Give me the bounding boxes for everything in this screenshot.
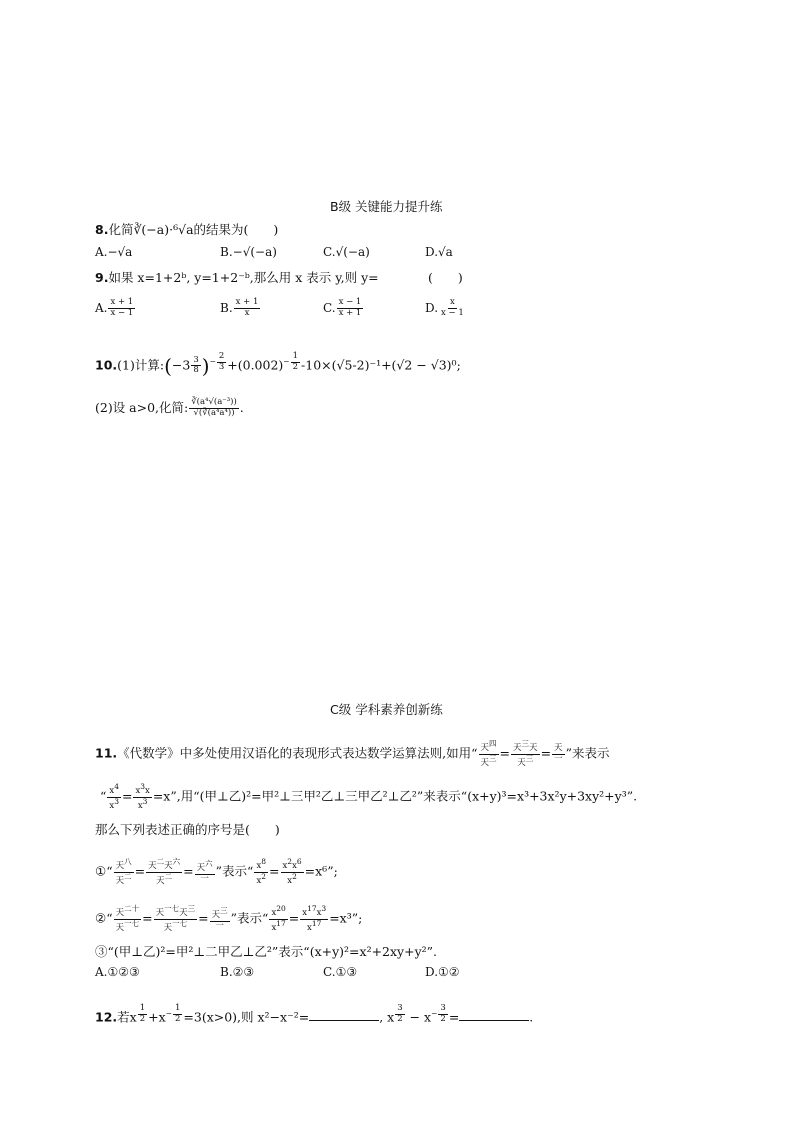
question-11-item-1: ①“ $\frac{天^八}{天^二}$ = $\frac{天^二天^六}{天^二}$ = $\frac{天^六}{\text{一}}$ ”表示“ $\frac{x^8}{x^2}$ = $\frac{x^2x^6}{x^2}$ =x⁶”; [95, 857, 338, 886]
question-8-number: 8. [95, 222, 109, 237]
question-10-part-2-fraction: $\frac{\text{∛(a⁴√(a⁻³))}}{\text{√(∛(a⁴a⁴))}}$ [191, 397, 237, 418]
q8-option-c[interactable]: C.√(−a) [323, 245, 370, 259]
answer-blank-1[interactable] [309, 1010, 379, 1021]
question-9-number: 9. [95, 270, 109, 285]
question-10-part-2: (2)设 a>0,化简: $\frac{\text{∛(a⁴√(a⁻³))}}{\text{√(∛(a⁴a⁴))}}$ . [95, 397, 244, 418]
q8-option-b[interactable]: B.−√(−a) [220, 245, 277, 259]
q11-option-c[interactable]: C.①③ [323, 965, 358, 979]
question-8-expression: ∛(−a)·⁶√a [133, 222, 194, 237]
question-11-item-2: ②“ $\frac{天^{二十}}{天^{一七}}$ = $\frac{天^{一七}天^三}{天^{一七}}$ = $\frac{天^三}{\text{一}}$ ”表示“ $\frac{x^{20}}{x^{17}}$ = $\frac{x^{17}x^3}{x^{17}}$ =x³”; [95, 904, 363, 933]
question-9-stem: 9.如果 x=1+2ᵇ, y=1+2⁻ᵇ,那么用 x 表示 y,则 y= [95, 270, 379, 285]
q9-option-b-fraction: $\frac{x + 1}{x}$ [235, 297, 259, 318]
section-c-title: C级 学科素养创新练 [330, 702, 443, 717]
q8-option-d[interactable]: D.√a [425, 245, 453, 259]
q11-option-b[interactable]: B.②③ [220, 965, 255, 979]
q9-option-a[interactable]: A. $\frac{x + 1}{x - 1}$ [95, 297, 134, 318]
q11-option-d[interactable]: D.①② [425, 965, 460, 979]
question-11-stem-line-3: 那么下列表述正确的序号是( ) [95, 822, 280, 837]
question-11-item-3: ③“(甲⊥乙)²=甲²⊥二甲乙⊥乙²”表示“(x+y)²=x²+2xy+y²”. [95, 944, 438, 959]
q9-option-a-fraction: $\frac{x + 1}{x - 1}$ [110, 297, 134, 318]
q9-option-c[interactable]: C. $\frac{x - 1}{x + 1}$ [323, 297, 362, 318]
section-b-title: B级 关键能力提升练 [330, 199, 443, 214]
question-12-number: 12. [95, 1009, 118, 1025]
question-11-number: 11. [95, 745, 118, 761]
q9-option-d-fraction: $\frac{x}{x - 1}$ [441, 297, 464, 318]
answer-blank-2[interactable] [459, 1010, 529, 1021]
q9-option-c-fraction: $\frac{x - 1}{x + 1}$ [338, 297, 362, 318]
question-9-paren: ( ) [428, 270, 463, 285]
q9-option-b[interactable]: B. $\frac{x + 1}{x}$ [220, 297, 259, 318]
question-11-stem-line-1: 11.《代数学》中多处使用汉语化的表现形式表达数学运算法则,如用“ $\frac{天^四}{天^三}$ = $\frac{天^三天}{天^三}$ = $\frac{\text{天}}{\text{一}}$ ”来表示 [95, 739, 610, 768]
question-10-part-1: 10.(1)计算:(−3 $\frac{3}{8}$ )$^{- \frac{2}{3}}$ $+(0.002)^{- \frac{1}{2}}$ -10×(√5-2)⁻¹+(√2 − √3)⁰; [95, 351, 461, 378]
question-12-stem: 12.若x $^{\frac{1}{2}}$ $+x^{- \frac{1}{2}}$ =3(x>0),则 x²−x⁻²= , x $^{\frac{3}{2}}$ − $x^{- \frac{3}{2}}$ = . [95, 1003, 534, 1025]
question-10-number: 10. [95, 357, 118, 373]
question-11-stem-line-2: “ $\frac{x^4}{x^3}$ = $\frac{x^3x}{x^3}$ =x”,用“(甲⊥乙)²=甲²⊥三甲²乙⊥三甲乙²⊥乙²”来表示“(x+y)³=x³+3x²y+3xy²+y³”. [100, 782, 638, 811]
question-8-stem: 8.化简∛(−a)·⁶√a的结果为( ) [95, 222, 279, 237]
q8-option-a[interactable]: A.−√a [95, 245, 133, 259]
q9-option-d[interactable]: D. $\frac{x}{x - 1}$ [425, 297, 464, 318]
q11-option-a[interactable]: A.①②③ [95, 965, 140, 979]
